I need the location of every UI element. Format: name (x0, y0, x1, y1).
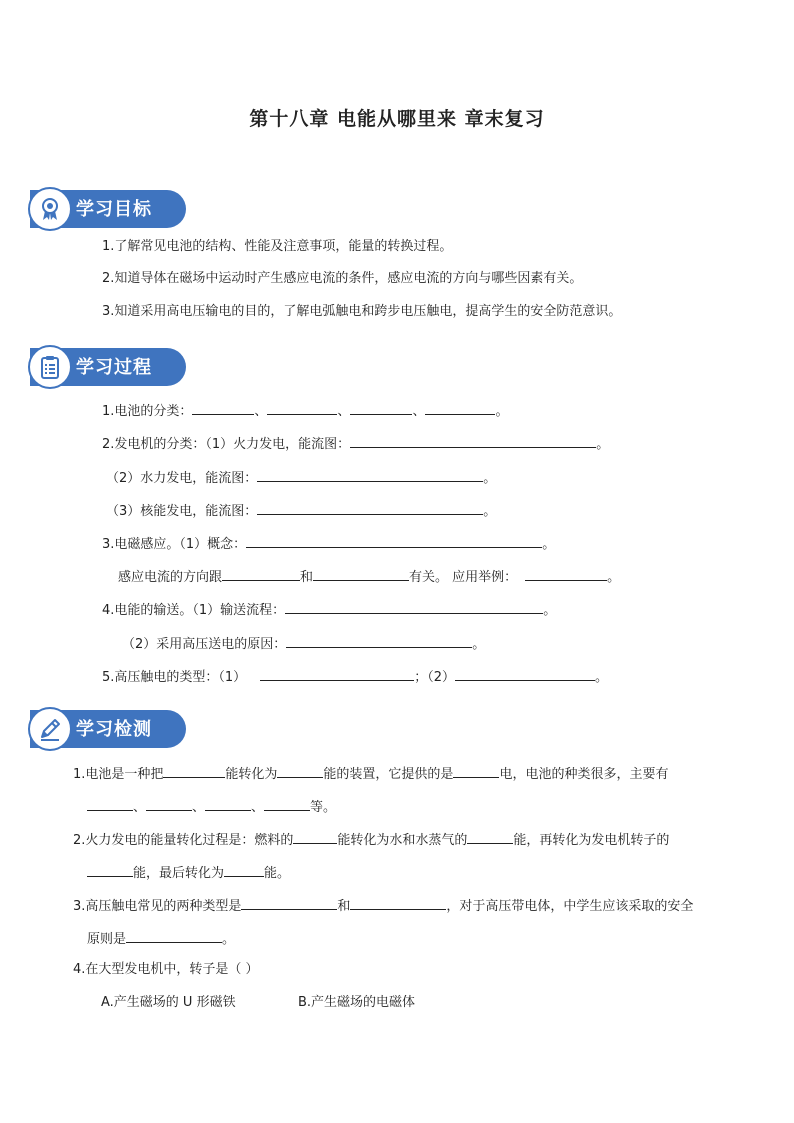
blank-field[interactable] (260, 666, 414, 681)
process-q4: 4.电能的输送。（1）输送流程： 。 (102, 599, 556, 620)
blank-field[interactable] (525, 566, 607, 581)
blank-field[interactable] (467, 829, 513, 844)
section-header-test (30, 710, 186, 748)
process-q2b: （2）水力发电，能流图： 。 (106, 467, 496, 488)
section-header-process (30, 348, 186, 386)
blank-field[interactable] (246, 533, 542, 548)
process-q5: 5.高压触电的类型：（1） ；（2） 。 (102, 666, 608, 687)
process-q2c: （3）核能发电，能流图： 。 (106, 500, 496, 521)
blank-field[interactable] (87, 862, 133, 877)
blank-field[interactable] (205, 796, 251, 811)
blank-field[interactable] (453, 763, 499, 778)
process-q1: 1.电池的分类： 、 、 、 。 (102, 400, 508, 421)
section-header-goals (30, 190, 186, 228)
blank-field[interactable] (277, 763, 323, 778)
process-q4b: （2）采用高压送电的原因： 。 (122, 633, 485, 654)
blank-field[interactable] (126, 928, 222, 943)
blank-field[interactable] (192, 400, 254, 415)
blank-field[interactable] (455, 666, 595, 681)
award-ribbon-icon (28, 187, 72, 231)
blank-field[interactable] (224, 862, 264, 877)
blank-field[interactable] (425, 400, 495, 415)
test-q3b: 原则是 。 (87, 928, 235, 949)
test-q4: 4.在大型发电机中，转子是（ ） (73, 962, 259, 977)
goal-item: 2.知道导体在磁场中运动时产生感应电流的条件，感应电流的方向与哪些因素有关。 (102, 271, 583, 286)
process-q3b: 感应电流的方向跟 和 有关。 应用举例： 。 (118, 566, 620, 587)
test-q3: 3.高压触电常见的两种类型是 和 ，对于高压带电体，中学生应该采取的安全 (73, 895, 693, 916)
pencil-edit-icon (28, 707, 72, 751)
test-q2: 2.火力发电的能量转化过程是：燃料的 能转化为水和水蒸气的 能，再转化为发电机转子的 (73, 829, 669, 850)
blank-field[interactable] (285, 599, 543, 614)
blank-field[interactable] (163, 763, 225, 778)
section-label: 学习目标 (76, 199, 152, 220)
test-q4-option-b[interactable]: B.产生磁场的电磁体 (298, 995, 416, 1010)
test-q1b: 、 、 、 等。 (87, 796, 336, 817)
section-label: 学习过程 (76, 357, 152, 378)
blank-field[interactable] (313, 566, 409, 581)
process-q2: 2.发电机的分类：（1）火力发电，能流图： 。 (102, 433, 609, 454)
test-q2b: 能，最后转化为 能。 (87, 862, 290, 883)
blank-field[interactable] (350, 400, 412, 415)
blank-field[interactable] (241, 895, 337, 910)
process-q3: 3.电磁感应。（1）概念： 。 (102, 533, 555, 554)
blank-field[interactable] (264, 796, 310, 811)
blank-field[interactable] (350, 895, 446, 910)
page-title: 第十八章 电能从哪里来 章末复习 (249, 108, 545, 130)
blank-field[interactable] (267, 400, 337, 415)
blank-field[interactable] (286, 633, 472, 648)
blank-field[interactable] (293, 829, 337, 844)
blank-field[interactable] (87, 796, 133, 811)
blank-field[interactable] (350, 433, 596, 448)
section-label: 学习检测 (76, 719, 152, 740)
test-q1: 1.电池是一种把 能转化为 能的装置，它提供的是 电，电池的种类很多，主要有 (73, 763, 668, 784)
goal-item: 3.知道采用高电压输电的目的，了解电弧触电和跨步电压触电，提高学生的安全防范意识。 (102, 304, 622, 319)
goal-item: 1.了解常见电池的结构、性能及注意事项，能量的转换过程。 (102, 239, 453, 254)
blank-field[interactable] (257, 467, 483, 482)
blank-field[interactable] (222, 566, 300, 581)
blank-field[interactable] (146, 796, 192, 811)
clipboard-checklist-icon (28, 345, 72, 389)
test-q4-option-a[interactable]: A.产生磁场的 U 形磁铁 (101, 995, 236, 1010)
blank-field[interactable] (257, 500, 483, 515)
